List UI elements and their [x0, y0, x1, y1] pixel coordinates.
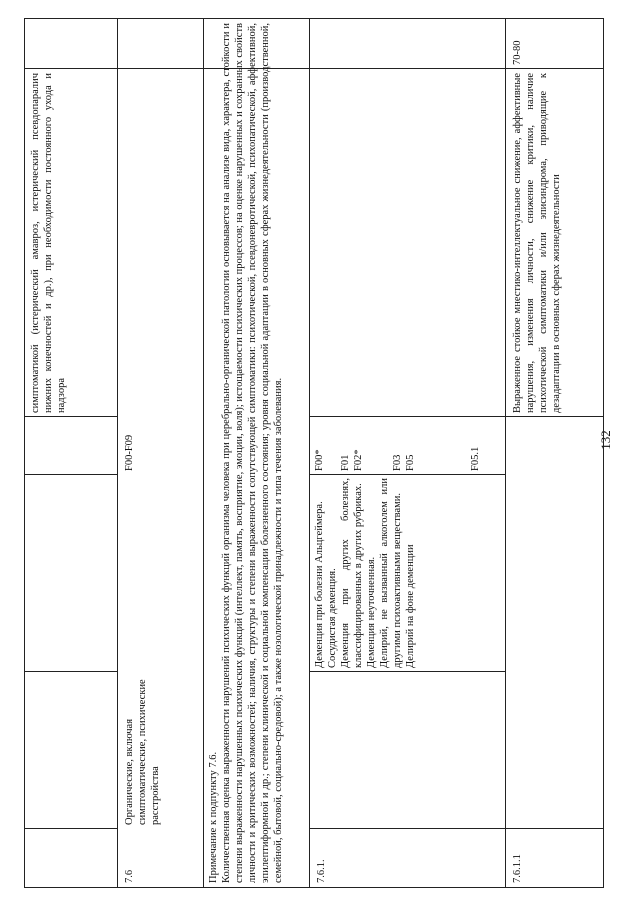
diagnosis-code: F01 — [340, 454, 351, 471]
row-divider — [203, 19, 204, 887]
row-7-6-1-1-percent: 70-80 — [512, 40, 523, 65]
col-divider — [25, 68, 603, 69]
diagnosis-code: F00* — [314, 449, 325, 471]
note-block — [207, 23, 285, 883]
row-7-6-codes: F00-F09 — [124, 434, 135, 471]
diagnosis-code: F03 — [392, 454, 403, 471]
col-divider — [309, 828, 603, 829]
col-divider — [309, 671, 505, 672]
col-divider — [25, 671, 117, 672]
disability-criteria-table — [24, 18, 604, 888]
row-7-6-1-number: 7.6.1. — [316, 859, 327, 883]
row-7-6-1-1-number: 7.6.1.1 — [512, 854, 523, 883]
col-divider — [25, 416, 117, 417]
col-divider — [25, 828, 117, 829]
diagnosis-code: F02* — [353, 449, 364, 471]
col-divider — [309, 416, 603, 417]
row-divider — [309, 19, 310, 887]
rotated-table-page — [24, 18, 604, 888]
row-divider — [505, 19, 506, 887]
row-7-6-1-1-description: Выраженное стойкое мнестико-интеллектуальное снижение, аффективные нарушения, изменения личности, снижение критики, наличие психотической симптоматики и/или эписиндрома, приводящие к дезадаптации в основных сферах жизнедеятельности — [512, 73, 562, 413]
diagnosis-item: Сосудистая деменция. — [327, 568, 338, 668]
row-top-description: симптоматикой (истерический амавроз, истерический псевдопаралич нижних конечностей и др.), при необходимости постоянного ухода и надзора — [30, 73, 67, 413]
page-number: 132 — [597, 430, 613, 450]
col-divider — [309, 474, 505, 475]
row-7-6-name: Органические, включая симптоматические, психические расстройства — [124, 679, 161, 825]
note-title: Примечание к подпункту 7.6. — [208, 751, 219, 883]
note-text: Количественная оценка выраженности нарушений психических функций организма человека при церебрально-органической патологии основывается на анализе вида, характера, стойкости и степени выраженности нарушенных психических функций (интеллект, память, восприятие, эмоции, воля); истощаемости психических процессов; на оценке нарушенных и сохранных свойств личности и критических возможностей; наличия, структуры и степени выраженности сопутствующей симптоматики: психотической, псевдоневротической, психопатической, аффективной, эпилептиформной и др.; степени клинической и социальной компенсации болезненного состояния; уровня социальной адаптации в основных сферах жизнедеятельности (производственной, семейной, бытовой, социально-средовой); а также нозологической принадлежности и типа течения заболевания. — [221, 23, 284, 883]
row-divider — [117, 19, 118, 887]
diagnosis-item: Деменция при болезни Альцгеймера. — [314, 501, 325, 668]
diagnosis-code: F05 — [405, 454, 416, 471]
diagnosis-item: Делирий, не вызванный алкоголем или другими психоактивными веществами. — [379, 478, 403, 668]
diagnosis-list — [313, 478, 417, 668]
diagnosis-item: Деменция неуточненная. — [366, 556, 377, 668]
diagnosis-item: Деменция при других болезнях, классифицированных в других рубриках. — [340, 478, 364, 668]
col-divider — [25, 474, 117, 475]
diagnosis-item: Делирий на фоне деменции — [405, 544, 416, 668]
row-7-6-number: 7.6 — [124, 869, 135, 883]
diagnosis-code: F05.1 — [470, 446, 481, 471]
